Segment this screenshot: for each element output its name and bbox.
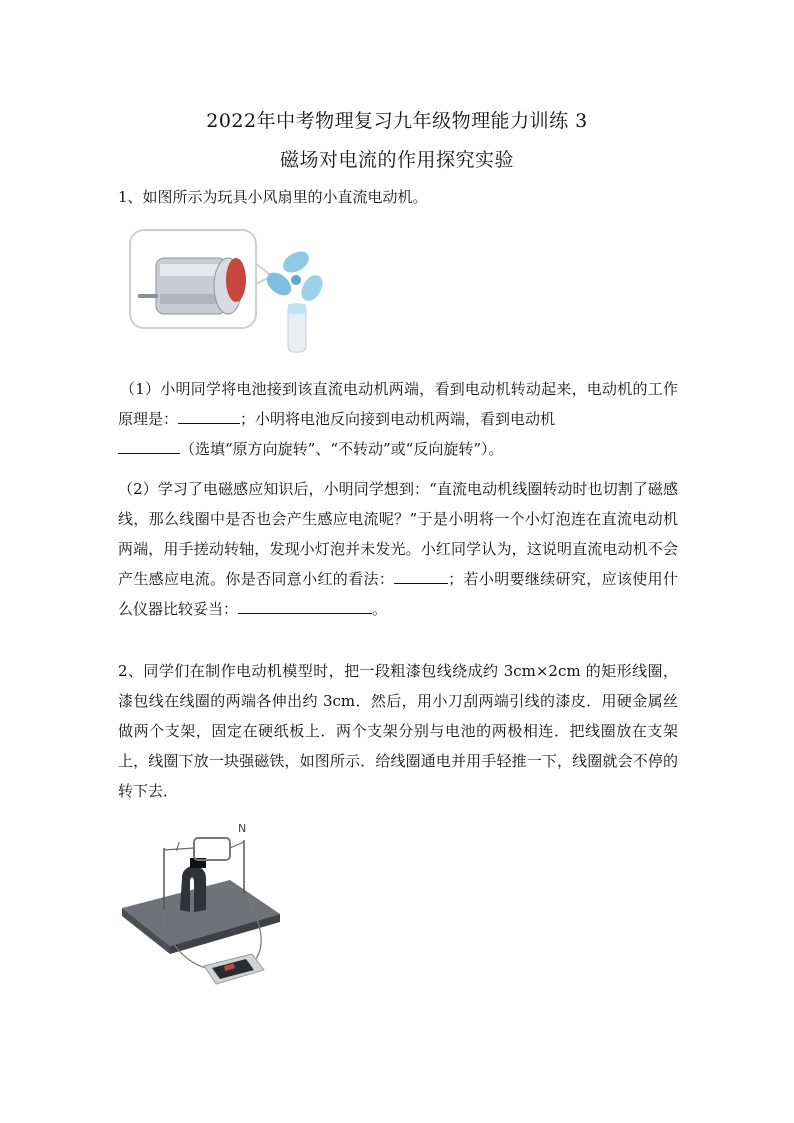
n-pole-label: N xyxy=(238,822,247,835)
question-1-part-1 xyxy=(118,374,678,464)
question-1-part-2 xyxy=(118,474,678,624)
q1-part2-text-c: 。 xyxy=(372,600,388,618)
answer-blank-agree[interactable] xyxy=(394,567,448,584)
svg-text:/: / xyxy=(176,840,180,853)
battery-holder-illustration xyxy=(204,954,264,984)
q1-part1-text-c: （选填“原方向旋转”、“不转动”或“反向旋转”）。 xyxy=(180,440,504,458)
question-2-text: 2、同学们在制作电动机模型时，把一段粗漆包线绕成约 3cm×2cm 的矩形线圈，漆包线在线圈的两端各伸出约 3cm．然后，用小刀刮两端引线的漆皮．用硬金属丝做两个支架，固定在硬纸板上．两个支架分别与电池的两极相连．把线圈放在支架上，线圈下放一块强磁铁，如图所示．给线圈通电并用手轻推一下，线圈就会不停的转下去． xyxy=(118,662,678,800)
q1-part1-text-a: （1）小明同学将电池接到该直流电动机两端，看到电动机转动起来，电动机的工作原理是： xyxy=(118,380,678,428)
worksheet-title: 2022年中考物理复习九年级物理能力训练 3 xyxy=(206,110,588,132)
toy-fan-illustration xyxy=(262,247,326,352)
coil-motor-figure xyxy=(120,818,300,998)
answer-blank-instrument[interactable] xyxy=(238,597,372,614)
motor-fan-figure xyxy=(126,224,326,364)
q1-part2-text-b: ；若小明要继续研究，应该使用什么仪器比较妥当： xyxy=(118,570,678,618)
question-1-stem: 1、如图所示为玩具小风扇里的小直流电动机。 xyxy=(118,188,428,206)
answer-blank-rotation[interactable] xyxy=(118,437,180,454)
q1-part1-text-b: ；小明将电池反向接到电动机两端，看到电动机 xyxy=(240,410,556,428)
answer-blank-principle[interactable] xyxy=(178,407,240,424)
worksheet-subtitle: 磁场对电流的作用探究实验 xyxy=(279,149,514,171)
q1-part2-text-a: （2）学习了电磁感应知识后，小明同学想到：“直流电动机线圈转动时也切割了磁感线，那么线圈中是否也会产生感应电流呢？”于是小明将一个小灯泡连在直流电动机两端，用手搓动转轴，发现小灯泡并未发光。小红同学认为，这说明直流电动机不会产生感应电流。你是否同意小红的看法： xyxy=(118,480,678,588)
